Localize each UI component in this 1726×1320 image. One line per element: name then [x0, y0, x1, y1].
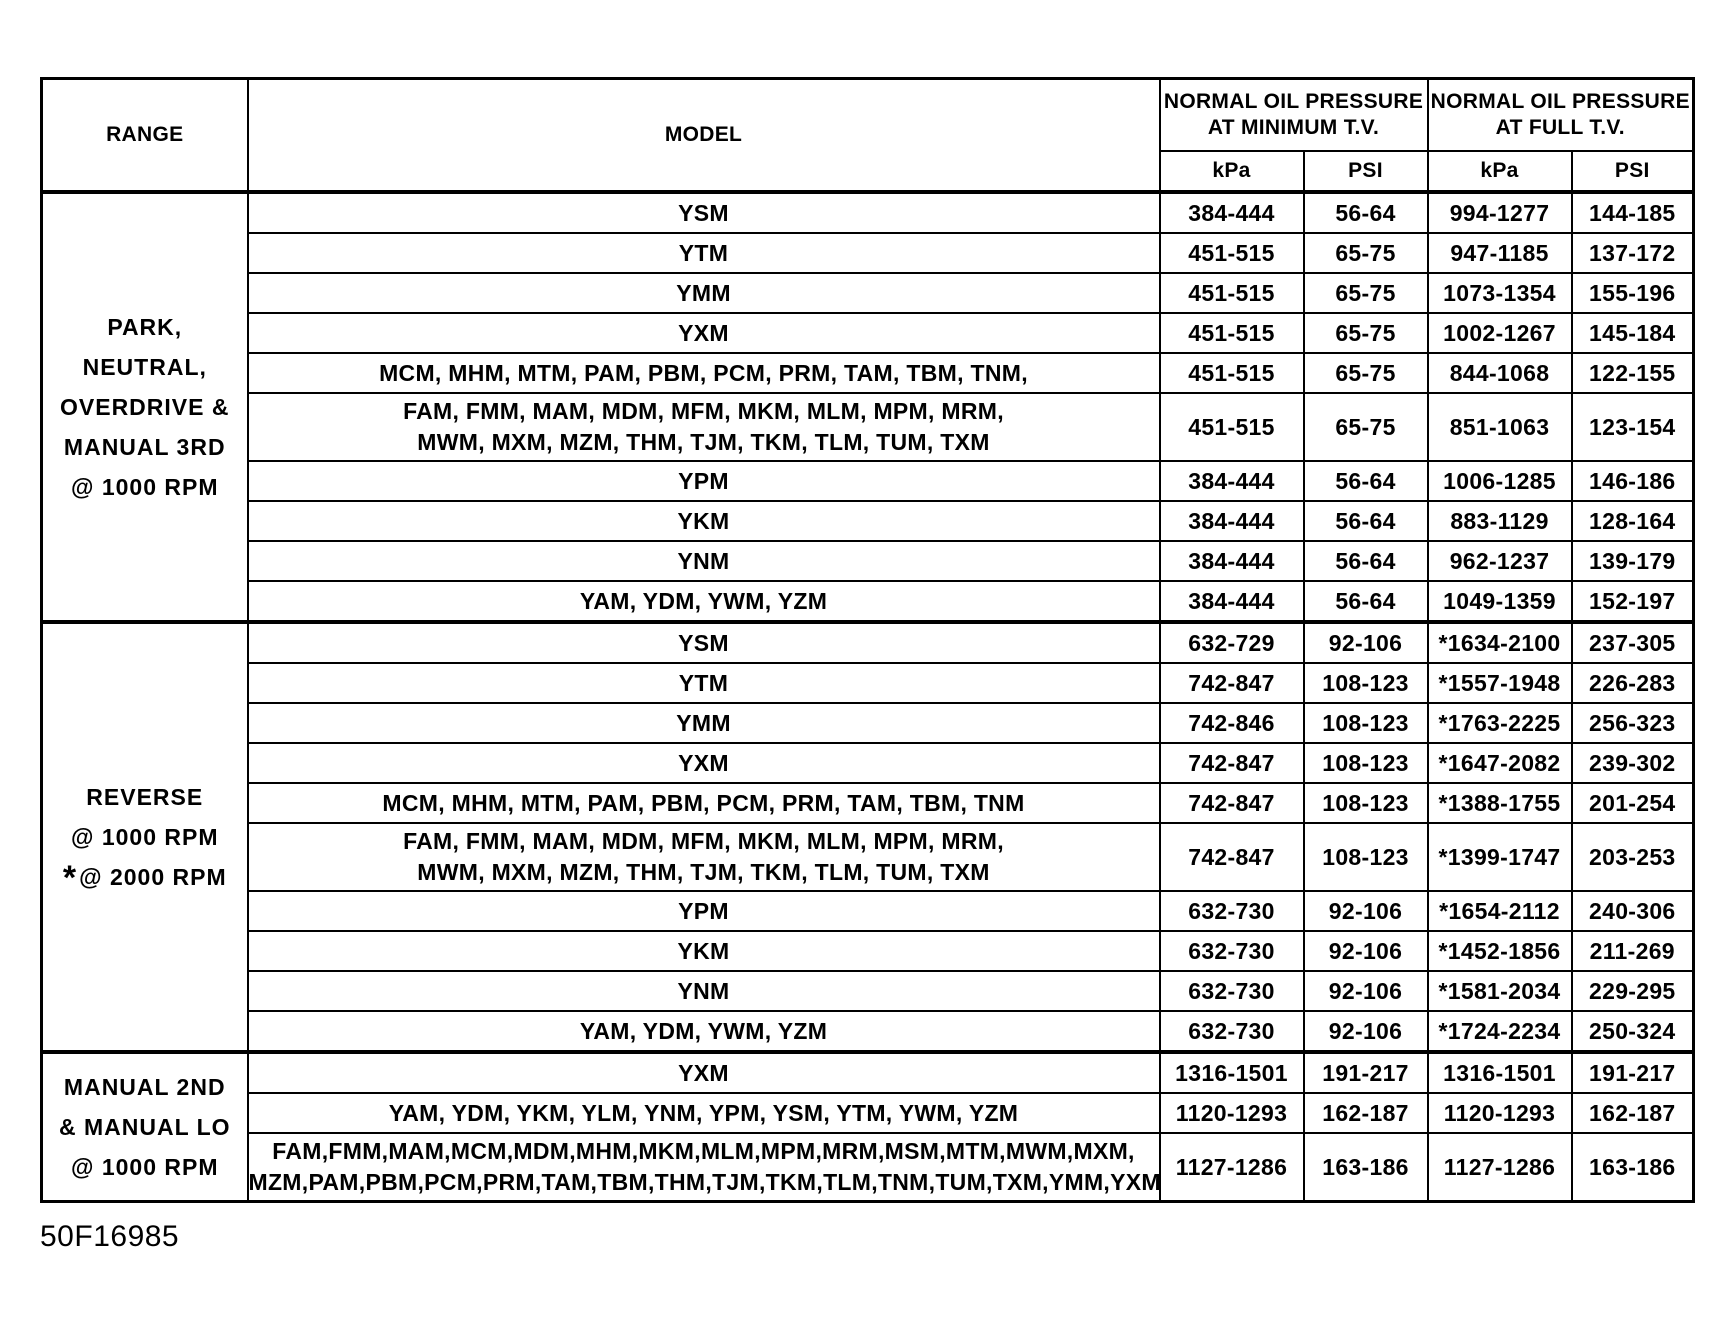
- min-psi-cell: 108-123: [1304, 703, 1428, 743]
- range-line: [43, 387, 247, 427]
- range-text: @ 1000 RPM: [71, 1154, 219, 1180]
- table-row: [42, 1133, 1694, 1202]
- table-row: [42, 501, 1694, 541]
- min-kpa-cell: 1120-1293: [1160, 1093, 1304, 1133]
- range-text: REVERSE: [86, 783, 204, 810]
- full-kpa-cell: 1120-1293: [1428, 1093, 1572, 1133]
- full-kpa-cell: *1724-2234: [1428, 1011, 1572, 1052]
- full-kpa-cell: 851-1063: [1428, 393, 1572, 461]
- model-cell: MCM, MHM, MTM, PAM, PBM, PCM, PRM, TAM, TBM, TNM,: [248, 353, 1160, 393]
- model-header: MODEL: [248, 79, 1160, 193]
- full-kpa-cell: 994-1277: [1428, 192, 1572, 233]
- full-psi-cell: 155-196: [1572, 273, 1694, 313]
- full-psi-cell: 145-184: [1572, 313, 1694, 353]
- model-cell: YXM: [248, 313, 1160, 353]
- range-cell: [42, 622, 248, 1052]
- table-row: [42, 823, 1694, 891]
- min-psi-cell: 56-64: [1304, 192, 1428, 233]
- min-psi-cell: 163-186: [1304, 1133, 1428, 1202]
- table-row: [42, 783, 1694, 823]
- min-kpa-cell: 632-730: [1160, 971, 1304, 1011]
- min-kpa-cell: 384-444: [1160, 501, 1304, 541]
- full-kpa-cell: 883-1129: [1428, 501, 1572, 541]
- range-cell: [42, 1052, 248, 1202]
- min-psi-cell: 162-187: [1304, 1093, 1428, 1133]
- min-kpa-cell: 384-444: [1160, 192, 1304, 233]
- table-row: [42, 1052, 1694, 1093]
- min-kpa-cell: 451-515: [1160, 353, 1304, 393]
- full-kpa-cell: 1006-1285: [1428, 461, 1572, 501]
- full-psi-cell: 229-295: [1572, 971, 1694, 1011]
- range-line: [43, 467, 247, 507]
- range-line: [43, 1147, 247, 1187]
- range-group: [42, 192, 1694, 622]
- full-kpa-cell: 962-1237: [1428, 541, 1572, 581]
- min-kpa-cell: 742-847: [1160, 743, 1304, 783]
- range-line: [43, 1067, 247, 1107]
- full-kpa-cell: *1654-2112: [1428, 891, 1572, 931]
- min-kpa-cell: 632-730: [1160, 891, 1304, 931]
- model-cell: YKM: [248, 501, 1160, 541]
- min-kpa-cell: 1316-1501: [1160, 1052, 1304, 1093]
- table-row: [42, 663, 1694, 703]
- full-psi-cell: 239-302: [1572, 743, 1694, 783]
- min-psi-cell: 92-106: [1304, 971, 1428, 1011]
- range-line: [43, 427, 247, 467]
- full-psi-cell: 144-185: [1572, 192, 1694, 233]
- min-kpa-cell: 742-847: [1160, 783, 1304, 823]
- min-psi-cell: 92-106: [1304, 622, 1428, 663]
- full-psi-cell: 191-217: [1572, 1052, 1694, 1093]
- model-cell: YXM: [248, 1052, 1160, 1093]
- model-cell: MCM, MHM, MTM, PAM, PBM, PCM, PRM, TAM, TBM, TNM: [248, 783, 1160, 823]
- full-psi-cell: 250-324: [1572, 1011, 1694, 1052]
- full-psi-cell: 226-283: [1572, 663, 1694, 703]
- min-psi-cell: 56-64: [1304, 501, 1428, 541]
- min-kpa-cell: 632-730: [1160, 1011, 1304, 1052]
- full-psi-cell: 211-269: [1572, 931, 1694, 971]
- range-text: PARK,: [107, 314, 183, 340]
- full-kpa-cell: 844-1068: [1428, 353, 1572, 393]
- model-cell: YNM: [248, 971, 1160, 1011]
- min-psi-cell: 108-123: [1304, 743, 1428, 783]
- min-psi-cell: 56-64: [1304, 581, 1428, 622]
- figure-id: 50F16985: [40, 1220, 180, 1253]
- min-psi-cell: 65-75: [1304, 393, 1428, 461]
- min-kpa-cell: 384-444: [1160, 541, 1304, 581]
- range-text: OVERDRIVE &: [60, 394, 230, 420]
- model-cell: YSM: [248, 192, 1160, 233]
- model-cell: YSM: [248, 622, 1160, 663]
- full-kpa-cell: *1581-2034: [1428, 971, 1572, 1011]
- full-kpa-cell: 1316-1501: [1428, 1052, 1572, 1093]
- range-line: [43, 817, 247, 857]
- min-kpa-cell: 632-730: [1160, 931, 1304, 971]
- min-psi-cell: 191-217: [1304, 1052, 1428, 1093]
- full-kpa-cell: *1763-2225: [1428, 703, 1572, 743]
- full-psi-cell: 128-164: [1572, 501, 1694, 541]
- range-text: & MANUAL LO: [58, 1114, 231, 1140]
- range-line: [43, 347, 247, 387]
- full-kpa-header: kPa: [1428, 151, 1572, 192]
- table-row: [42, 931, 1694, 971]
- table-row: [42, 743, 1694, 783]
- min-kpa-cell: 742-846: [1160, 703, 1304, 743]
- min-kpa-cell: 632-729: [1160, 622, 1304, 663]
- range-line: [43, 307, 247, 347]
- full-psi-header: PSI: [1572, 151, 1694, 192]
- table-row: [42, 313, 1694, 353]
- table-row: [42, 192, 1694, 233]
- table-row: [42, 971, 1694, 1011]
- model-cell: YMM: [248, 703, 1160, 743]
- range-header: RANGE: [42, 79, 248, 193]
- model-cell: YAM, YDM, YKM, YLM, YNM, YPM, YSM, YTM, YWM, YZM: [248, 1093, 1160, 1133]
- full-kpa-cell: *1399-1747: [1428, 823, 1572, 891]
- model-cell: YMM: [248, 273, 1160, 313]
- table-header: [42, 79, 1694, 193]
- min-tv-header: NORMAL OIL PRESSURE AT MINIMUM T.V.: [1160, 79, 1428, 152]
- min-psi-cell: 108-123: [1304, 663, 1428, 703]
- range-text: @ 1000 RPM: [71, 823, 219, 850]
- full-psi-cell: 137-172: [1572, 233, 1694, 273]
- model-cell: YPM: [248, 461, 1160, 501]
- full-kpa-cell: *1634-2100: [1428, 622, 1572, 663]
- min-psi-cell: 65-75: [1304, 353, 1428, 393]
- model-cell: YAM, YDM, YWM, YZM: [248, 581, 1160, 622]
- table-row: [42, 622, 1694, 663]
- full-kpa-cell: *1557-1948: [1428, 663, 1572, 703]
- full-psi-cell: 237-305: [1572, 622, 1694, 663]
- min-psi-cell: 56-64: [1304, 461, 1428, 501]
- full-psi-cell: 123-154: [1572, 393, 1694, 461]
- min-psi-cell: 56-64: [1304, 541, 1428, 581]
- table-row: [42, 273, 1694, 313]
- min-psi-cell: 108-123: [1304, 823, 1428, 891]
- full-psi-cell: 162-187: [1572, 1093, 1694, 1133]
- table-row: [42, 1011, 1694, 1052]
- full-kpa-cell: 947-1185: [1428, 233, 1572, 273]
- model-cell: YXM: [248, 743, 1160, 783]
- table-row: [42, 461, 1694, 501]
- range-text: NEUTRAL,: [82, 354, 207, 380]
- model-cell: YPM: [248, 891, 1160, 931]
- min-kpa-cell: 451-515: [1160, 233, 1304, 273]
- range-text: @ 1000 RPM: [71, 474, 219, 500]
- model-cell: YTM: [248, 663, 1160, 703]
- full-kpa-cell: *1647-2082: [1428, 743, 1572, 783]
- min-psi-cell: 108-123: [1304, 783, 1428, 823]
- model-cell: FAM, FMM, MAM, MDM, MFM, MKM, MLM, MPM, MRM, MWM, MXM, MZM, THM, TJM, TKM, TLM, TUM, TXM: [248, 393, 1160, 461]
- model-cell: YNM: [248, 541, 1160, 581]
- min-kpa-cell: 384-444: [1160, 581, 1304, 622]
- model-cell: YKM: [248, 931, 1160, 971]
- range-cell: [42, 192, 248, 622]
- model-cell: FAM, FMM, MAM, MDM, MFM, MKM, MLM, MPM, MRM, MWM, MXM, MZM, THM, TJM, TKM, TLM, TUM, TXM: [248, 823, 1160, 891]
- full-psi-cell: 240-306: [1572, 891, 1694, 931]
- min-psi-cell: 92-106: [1304, 891, 1428, 931]
- table-row: [42, 541, 1694, 581]
- min-kpa-cell: 451-515: [1160, 313, 1304, 353]
- full-psi-cell: 203-253: [1572, 823, 1694, 891]
- min-psi-cell: 92-106: [1304, 1011, 1428, 1052]
- range-line: [43, 857, 247, 898]
- min-psi-header: PSI: [1304, 151, 1428, 192]
- table-row: [42, 233, 1694, 273]
- range-text: MANUAL 3RD: [63, 434, 226, 460]
- min-kpa-header: kPa: [1160, 151, 1304, 192]
- range-text: @ 2000 RPM: [79, 863, 227, 890]
- range-group: [42, 1052, 1694, 1202]
- min-psi-cell: 65-75: [1304, 273, 1428, 313]
- asterisk-mark: *: [62, 858, 78, 897]
- min-kpa-cell: 384-444: [1160, 461, 1304, 501]
- min-kpa-cell: 451-515: [1160, 393, 1304, 461]
- full-psi-cell: 256-323: [1572, 703, 1694, 743]
- full-psi-cell: 122-155: [1572, 353, 1694, 393]
- full-psi-cell: 152-197: [1572, 581, 1694, 622]
- full-psi-cell: 146-186: [1572, 461, 1694, 501]
- range-group: [42, 622, 1694, 1052]
- full-psi-cell: 163-186: [1572, 1133, 1694, 1202]
- min-kpa-cell: 742-847: [1160, 823, 1304, 891]
- table-row: [42, 393, 1694, 461]
- oil-pressure-chart: [40, 77, 1695, 1203]
- full-kpa-cell: 1073-1354: [1428, 273, 1572, 313]
- full-kpa-cell: *1452-1856: [1428, 931, 1572, 971]
- full-kpa-cell: 1049-1359: [1428, 581, 1572, 622]
- range-line: [43, 1107, 247, 1147]
- full-tv-header: NORMAL OIL PRESSURE AT FULL T.V.: [1428, 79, 1694, 152]
- model-cell: YTM: [248, 233, 1160, 273]
- full-kpa-cell: *1388-1755: [1428, 783, 1572, 823]
- table-row: [42, 353, 1694, 393]
- min-psi-cell: 65-75: [1304, 313, 1428, 353]
- range-line: [43, 777, 247, 817]
- oil-pressure-table: [40, 77, 1695, 1203]
- min-psi-cell: 92-106: [1304, 931, 1428, 971]
- table-row: [42, 891, 1694, 931]
- table-row: [42, 581, 1694, 622]
- table-row: [42, 703, 1694, 743]
- full-psi-cell: 201-254: [1572, 783, 1694, 823]
- table-row: [42, 1093, 1694, 1133]
- min-kpa-cell: 1127-1286: [1160, 1133, 1304, 1202]
- min-kpa-cell: 742-847: [1160, 663, 1304, 703]
- min-psi-cell: 65-75: [1304, 233, 1428, 273]
- model-cell: FAM,FMM,MAM,MCM,MDM,MHM,MKM,MLM,MPM,MRM,MSM,MTM,MWM,MXM, MZM,PAM,PBM,PCM,PRM,TAM,TBM,THM,TJM,TKM,TLM,TNM,TUM,TXM,YMM,YXM: [248, 1133, 1160, 1202]
- range-text: MANUAL 2ND: [63, 1074, 226, 1100]
- full-kpa-cell: 1127-1286: [1428, 1133, 1572, 1202]
- model-cell: YAM, YDM, YWM, YZM: [248, 1011, 1160, 1052]
- full-kpa-cell: 1002-1267: [1428, 313, 1572, 353]
- min-kpa-cell: 451-515: [1160, 273, 1304, 313]
- full-psi-cell: 139-179: [1572, 541, 1694, 581]
